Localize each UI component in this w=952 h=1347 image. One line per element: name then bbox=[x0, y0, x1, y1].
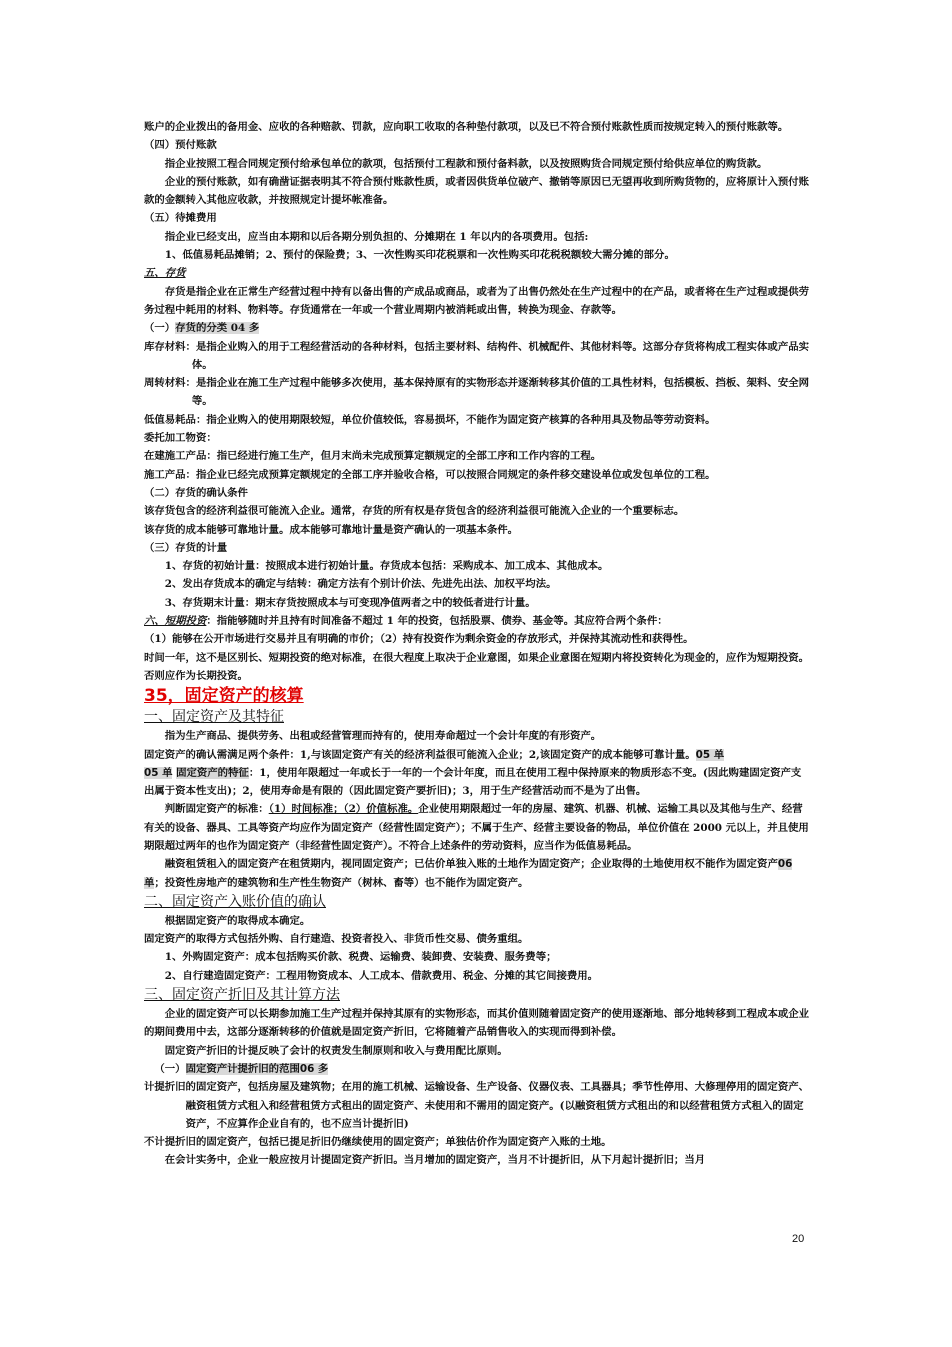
paragraph: 存货是指企业在正常生产经营过程中持有以备出售的产成品或商品，或者为了出售仍然处在生产过程中的在产品，或者将在生产过程或提供劳务过程中耗用的材料、物料等。存货通常在一年或一个营业周期内被消耗或出售，转换为现金、存款等。 bbox=[144, 285, 810, 316]
text-run: ：1，使用年限超过一年或长于一年的一个会计年度，而且在使用工程中保持原来的物质形态不变。(因此购建固定资产支出属于资本性支出)；2，使用寿命是有限的（因此固定资产要折旧)；3，用于生产经营活动而不是为了出售。 bbox=[144, 766, 802, 798]
list-item: 2、自行建造固定资产：工程用物资成本、人工成本、借款费用、税金、分摊的其它间接费用。 bbox=[164, 969, 599, 982]
section-title: 五、存货 bbox=[144, 267, 186, 280]
paragraph: 计提折旧的固定资产，包括房屋及建筑物；在用的施工机械、运输设备、生产设备、仪器仪表、工具器具；季节性停用、大修理停用的固定资产、融资租赁方式租入和经营租赁方式租出的固定资产、未使用和不需用的固定资产。(以融资租赁方式租出的和以经营租赁方式租入的固定资产，不应算作企业自有的，也不应当计提折旧) bbox=[144, 1081, 809, 1130]
text-run: 融资租赁租入的固定资产在租赁期内，视同固定资产；已估价单独入账的土地作为固定资产；企业取得的土地使用权不能作为固定资产 bbox=[164, 858, 778, 871]
subheading bbox=[144, 1060, 810, 1078]
paragraph: 在建施工产品：指已经进行施工生产，但月末尚未完成预算定额规定的全部工序和工作内容的工程。 bbox=[144, 450, 602, 463]
list-item: 1、外购固定资产：成本包括购买价款、税费、运输费、装卸费、安装费、服务费等； bbox=[164, 951, 557, 964]
paragraph: 该存货包含的经济利益很可能流入企业。通常，存货的所有权是存货包含的经济利益很可能流入企业的一个重要标志。 bbox=[144, 505, 685, 518]
section-heading: 一、固定资产及其特征 bbox=[144, 709, 284, 726]
paragraph: 低值易耗品：指企业购入的使用期限较短，单位价值较低，容易损坏，不能作为固定资产核算的各种用具及物品等劳动资料。 bbox=[144, 413, 716, 426]
paragraph bbox=[144, 800, 810, 855]
section-title: 六、短期投资 bbox=[144, 615, 207, 628]
text-run: ；投资性房地产的建筑物和生产性生物资产（树林、畜等）也不能作为固定资产。 bbox=[154, 876, 529, 889]
text-run: ：指能够随时并且持有时间准备不超过 1 年的投资，包括股票、债券、基金等。其应符合两个条件： bbox=[206, 615, 668, 628]
chapter-heading: 35，固定资产的核算 bbox=[144, 686, 304, 707]
section-heading: 三、固定资产折旧及其计算方法 bbox=[144, 987, 340, 1004]
text-run: 判断固定资产的标准： bbox=[164, 803, 269, 816]
paragraph: 指企业已经支出，应当由本期和以后各期分别负担的、分摊期在 1 年以内的各项费用。包括: bbox=[164, 230, 589, 243]
paragraph bbox=[144, 855, 810, 892]
paragraph: 施工产品：指企业已经完成预算定额规定的全部工序并验收合格，可以按照合同规定的条件移交建设单位或发包单位的工程。 bbox=[144, 468, 716, 481]
text-run: 企业使用期限超过一年的房屋、建筑、机器、机械、运输工具以及其他与生产、经营有关的设备、器具、工具等资产均应作为固定资产（经营性固定资产）；不属于生产、经营主要设备的物品，单位价值在 2000 元以上，并且使用期限超过两年的也作为固定资产（非经营性固定资产）。不符合上述条件的劳动资料，应当作为低值易耗品。 bbox=[144, 803, 809, 852]
paragraph: 时间一年，这不是区别长、短期投资的绝对标准，在很大程度上取决于企业意图，如果企业意图在短期内将投资转化为现金的，应作为短期投资。否则应作为长期投资。 bbox=[144, 651, 809, 682]
subheading-number: （一） bbox=[154, 1062, 186, 1075]
underlined-text: （1）时间标准；（2）价值标准。 bbox=[268, 803, 419, 816]
paragraph bbox=[144, 612, 810, 630]
subheading: （三）存货的计量 bbox=[144, 541, 228, 554]
highlighted-text: 存货的分类 04 多 bbox=[175, 322, 260, 335]
paragraph: （1）能够在公开市场进行交易并且有明确的市价；（2）持有投资作为剩余资金的存放形式，并保持其流动性和获得性。 bbox=[144, 633, 694, 646]
paragraph: 指企业按照工程合同规定预付给承包单位的款项，包括预付工程款和预付备料款，以及按照购货合同规定预付给供应单位的购货款。 bbox=[164, 157, 768, 170]
highlighted-text: 固定资产计提折旧的范围 bbox=[185, 1062, 300, 1075]
subheading: （四）预付账款 bbox=[144, 139, 217, 152]
subheading: （五）待摊费用 bbox=[144, 212, 217, 225]
section-heading bbox=[144, 264, 810, 282]
exam-tag: 05 单 bbox=[144, 766, 173, 779]
text-run: 固定资产的确认需满足两个条件：1,与该固定资产有关的经济利益很可能流入企业；2,该固定资产的成本能够可靠计量。 bbox=[144, 748, 696, 761]
list-item: 3、存货期末计量：期末存货按照成本与可变现净值两者之中的较低者进行计量。 bbox=[164, 596, 536, 609]
paragraph: 在会计实务中，企业一般应按月计提固定资产折旧。当月增加的固定资产，当月不计提折旧，从下月起计提折旧；当月 bbox=[164, 1154, 706, 1167]
page-number: 20 bbox=[792, 1233, 805, 1245]
paragraph: 固定资产折旧的计提反映了会计的权责发生制原则和收入与费用配比原则。 bbox=[164, 1044, 508, 1057]
paragraph: 周转材料：是指企业在施工生产过程中能够多次使用，基本保持原有的实物形态并逐渐转移其价值的工具性材料，包括模板、挡板、架料、安全网等。 bbox=[144, 377, 809, 408]
list-item: 1、存货的初始计量：按照成本进行初始计量。存货成本包括：采购成本、加工成本、其他成本。 bbox=[164, 560, 609, 573]
exam-tag: 05 单 bbox=[695, 748, 725, 761]
paragraph: 不计提折旧的固定资产，包括已提足折旧仍继续使用的固定资产；单独估价作为固定资产入账的土地。 bbox=[144, 1136, 612, 1149]
list-item: 2、发出存货成本的确定与结转：确定方法有个别计价法、先进先出法、加权平均法。 bbox=[164, 578, 557, 591]
paragraph: 该存货的成本能够可靠地计量。成本能够可靠地计量是资产确认的一项基本条件。 bbox=[144, 523, 519, 536]
paragraph: 固定资产的取得方式包括外购、自行建造、投资者投入、非货币性交易、债务重组。 bbox=[144, 933, 529, 946]
subheading: （二）存货的确认条件 bbox=[144, 486, 248, 499]
paragraph: 账户的企业拨出的备用金、应收的各种赔款、罚款，应向职工收取的各种垫付款项，以及已不符合预付账款性质而按规定转入的预付账款等。 bbox=[144, 121, 789, 133]
paragraph: 企业的固定资产可以长期参加施工生产过程并保持其原有的实物形态，而其价值则随着固定资产的使用逐渐地、部分地转移到工程成本或企业的期间费用中去，这部分逐渐转移的价值就是固定资产折旧，它将随着产品销售收入的实现而得到补偿。 bbox=[144, 1008, 810, 1039]
subheading-number: （一） bbox=[144, 322, 176, 335]
subheading bbox=[144, 319, 810, 337]
paragraph: 1、低值易耗品摊销；2、预付的保险费；3、一次性购买印花税票和一次性购买印花税税额较大需分摊的部分。 bbox=[164, 249, 675, 262]
highlighted-text: 固定资产的特征 bbox=[176, 766, 249, 779]
paragraph: 企业的预付账款，如有确凿证据表明其不符合预付账款性质，或者因供货单位破产、撤销等原因已无望再收到所购货物的，应将原计入预付账款的金额转入其他应收款，并按照规定计提坏帐准备。 bbox=[144, 175, 810, 207]
page-body bbox=[144, 118, 810, 1170]
exam-tag: 06 多 bbox=[299, 1062, 329, 1075]
paragraph: 库存材料：是指企业购入的用于工程经营活动的各种材料，包括主要材料、结构件、机械配件、其他材料等。这部分存货将构成工程实体或产品实体。 bbox=[144, 340, 809, 371]
exam-tag: 06 单 bbox=[144, 858, 793, 889]
paragraph: 委托加工物资： bbox=[144, 432, 217, 445]
paragraph: 指为生产商品、提供劳务、出租或经营管理而持有的，使用寿命超过一个会计年度的有形资产。 bbox=[164, 730, 602, 743]
section-heading: 二、固定资产入账价值的确认 bbox=[144, 893, 326, 910]
paragraph bbox=[144, 746, 810, 801]
paragraph: 根据固定资产的取得成本确定。 bbox=[164, 914, 311, 927]
